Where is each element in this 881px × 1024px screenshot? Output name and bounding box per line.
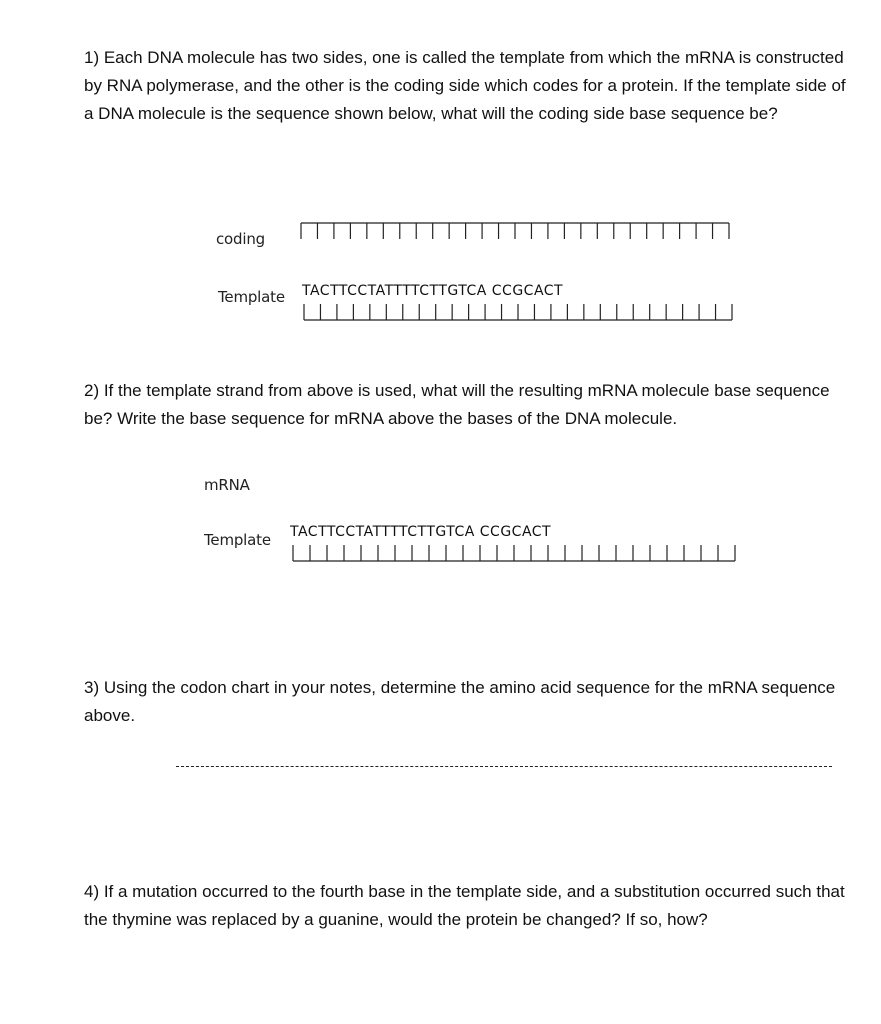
template-sequence-2: TACTTCCTATTTTCTTGTCA CCGCACT	[290, 524, 552, 540]
coding-strand-ticks	[300, 222, 740, 244]
template-strand-ticks-1	[303, 303, 743, 325]
coding-label: coding	[216, 230, 265, 248]
question-3: 3) Using the codon chart in your notes, determine the amino acid sequence for the mRNA sequence above.	[84, 678, 836, 725]
template-strand-ticks-2	[292, 544, 742, 566]
question-4: 4) If a mutation occurred to the fourth base in the template side, and a substitution occurred such that the thymine was replaced by a guanine, would the protein be changed? If so, how?	[84, 882, 845, 929]
mrna-label: mRNA	[204, 476, 250, 494]
template-label-2: Template	[204, 531, 271, 549]
template-sequence-1: TACTTCCTATTTTCTTGTCA CCGCACT	[302, 283, 564, 299]
answer-line[interactable]	[176, 765, 832, 767]
question-1: 1) Each DNA molecule has two sides, one is called the template from which the mRNA is constructed by RNA polymerase, and the other is the coding side which codes for a protein. If the template side of a DNA molecule is the sequence shown below, what will the coding side base sequence be?	[84, 48, 846, 123]
template-label-1: Template	[218, 288, 285, 306]
question-2: 2) If the template strand from above is used, what will the resulting mRNA molecule base sequence be? Write the base sequence for mRNA above the bases of the DNA molecule.	[84, 381, 830, 428]
